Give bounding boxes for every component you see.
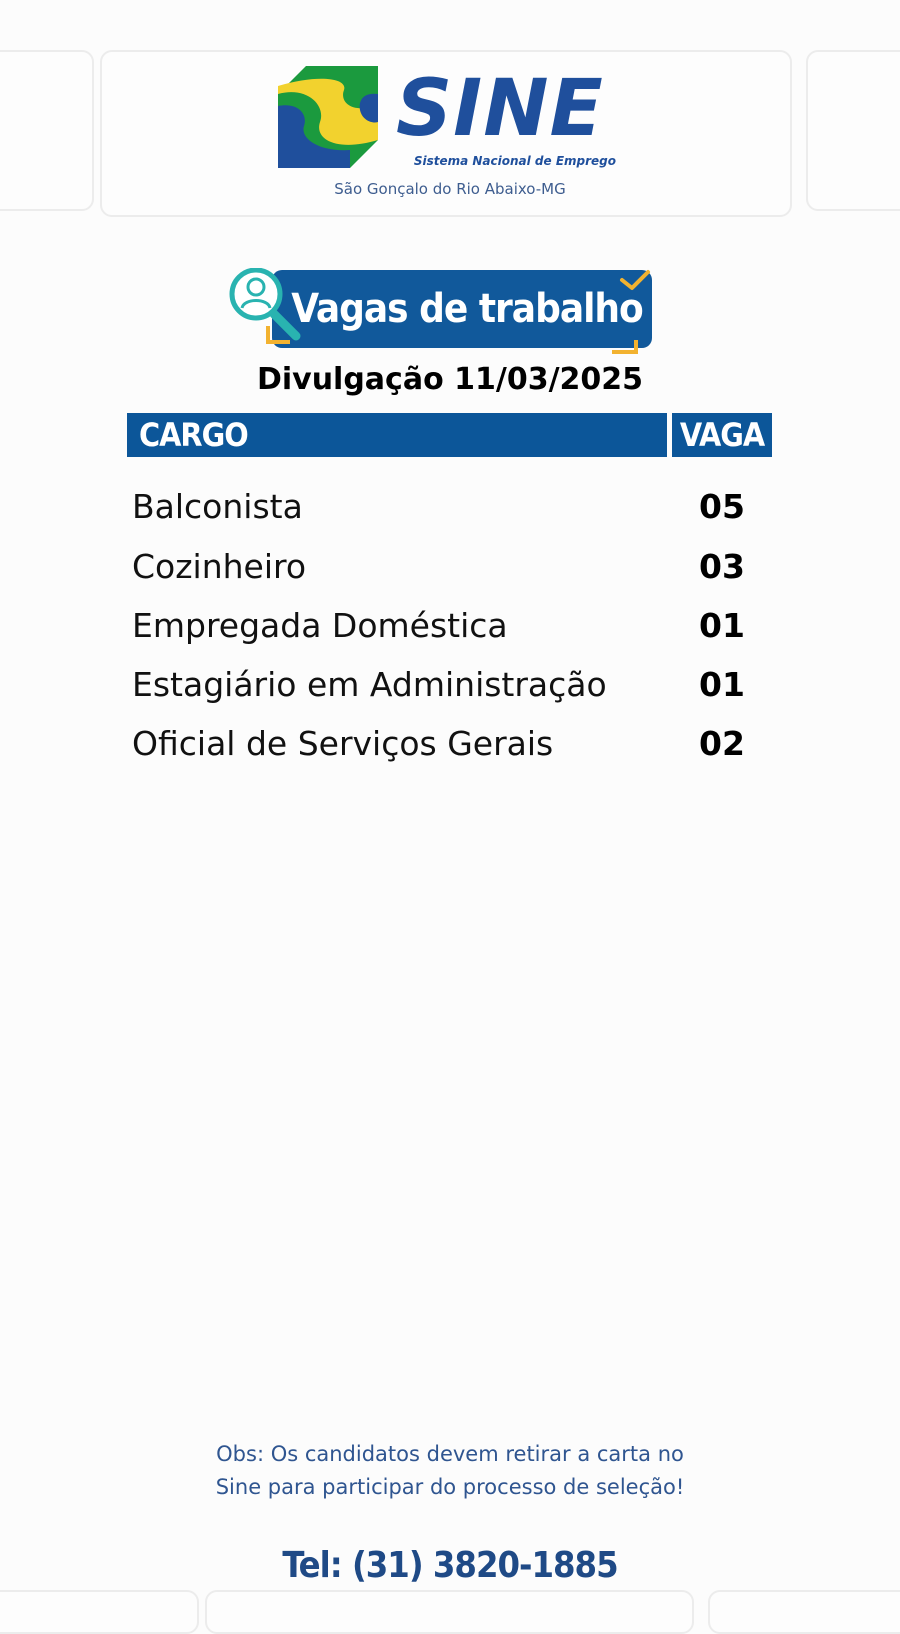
sine-wordmark: SINE (396, 64, 604, 154)
sine-tagline: Sistema Nacional de Emprego (413, 154, 616, 168)
job-openings-title: Vagas de trabalho (291, 286, 643, 332)
job-title: Oficial de Serviços Gerais (132, 724, 554, 763)
bottom-card-left[interactable] (0, 1590, 199, 1634)
job-title: Empregada Doméstica (132, 606, 508, 645)
table-row (0, 597, 900, 655)
sine-emblem-icon (278, 66, 388, 168)
bottom-card-right[interactable] (708, 1590, 900, 1634)
observation-line-1: Obs: Os candidatos devem retirar a carta no (216, 1442, 684, 1466)
column-header-vaga-label: VAGA (679, 416, 765, 454)
city-label: São Gonçalo do Rio Abaixo-MG (334, 180, 566, 198)
table-row (0, 715, 900, 773)
job-openings-count: 01 (699, 665, 745, 704)
observation-line-2: Sine para participar do processo de seleção! (215, 1475, 685, 1499)
phone-number: Tel: (31) 3820-1885 (282, 1545, 618, 1586)
job-openings-count: 03 (699, 547, 745, 586)
job-title: Cozinheiro (132, 547, 307, 586)
previous-card[interactable] (0, 50, 94, 211)
column-header-vaga (672, 413, 772, 457)
job-openings-count: 05 (699, 487, 745, 526)
bottom-card-center[interactable] (205, 1590, 694, 1634)
job-openings-count: 02 (699, 724, 745, 763)
job-openings-count: 01 (699, 606, 745, 645)
table-row (0, 478, 900, 536)
next-card[interactable] (806, 50, 900, 211)
column-header-cargo-label: CARGO (139, 416, 248, 454)
table-row (0, 656, 900, 714)
job-title: Balconista (132, 487, 303, 526)
table-row (0, 538, 900, 596)
column-header-cargo (127, 413, 667, 457)
observation-note (150, 1438, 750, 1504)
job-title: Estagiário em Administração (132, 665, 607, 704)
release-date: Divulgação 11/03/2025 (256, 362, 644, 397)
